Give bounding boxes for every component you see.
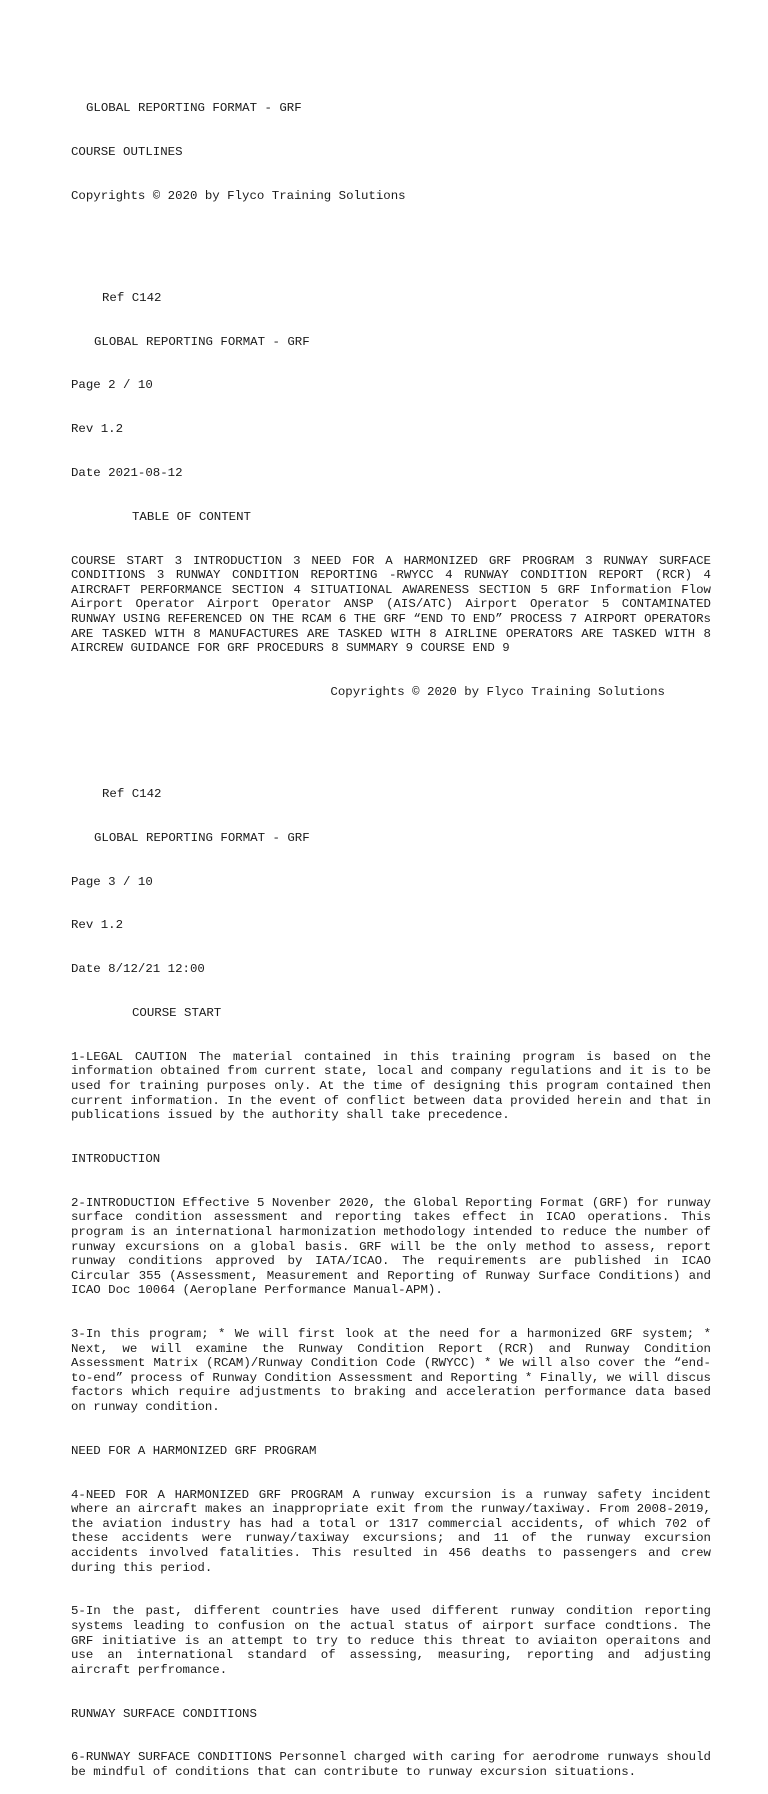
toc-text: COURSE START 3 INTRODUCTION 3 NEED FOR A HARMONIZED GRF PROGRAM 3 RUNWAY SURFACE CONDITIONS 3 RUNWAY CONDITION REPORTING -RWYCC 4 RUNWAY CONDITION REPORT (RCR) 4 AIRCRAFT PERFORMANCE SECTION 4 SITUATIONAL AWARENESS SECTION 5 GRF Information Flow Airport Operator Airport Operator ANSP (AIS/ATC) Airport Operator 5 CONTAMINATED RUNWAY USING REFERENCED ON THE RCAM 6 THE GRF “END TO END” PROCESS 7 AIRPORT OPERATORs ARE TASKED WITH 8 MANUFACTURES ARE TASKED WITH 8 AIRLINE OPERATORS ARE TASKED WITH 8 AIRCREW GUIDANCE FOR GRF PROCEDURS 8 SUMMARY 9 COURSE END 9	[71, 553, 719, 656]
page2-title: GLOBAL REPORTING FORMAT - GRF	[94, 334, 310, 349]
page2-rev: Rev 1.2	[71, 422, 124, 437]
introduction-heading: INTRODUCTION	[71, 1151, 161, 1166]
cover-copyright: Copyrights © 2020 by Flyco Training Solutions	[71, 188, 406, 203]
spacer	[71, 233, 711, 248]
past-systems-paragraph: 5-In the past, different countries have used different runway condition reporting systems leading to confusion on the actual status of airport surface condtions. The GRF initiative is an attempt to try to reduce this threat to aviaiton operaitons and use an international standard of assessing, measuring, reporting and adjusting aircraft perfromance.	[71, 1604, 719, 1677]
course-start-heading: COURSE START	[132, 1006, 222, 1020]
page3-ref: Ref C142	[102, 787, 162, 802]
cover-subtitle: COURSE OUTLINES	[71, 144, 183, 159]
runway-surface-paragraph: 6-RUNWAY SURFACE CONDITIONS Personnel charged with caring for aerodrome runways should be mindful of conditions that can contribute to runway excursion situations.	[71, 1750, 719, 1779]
page3-page-number: Page 3 / 10	[71, 874, 153, 889]
page3-rev: Rev 1.2	[71, 918, 124, 933]
need-harmonized-heading: NEED FOR A HARMONIZED GRF PROGRAM	[71, 1443, 317, 1458]
page3-title: GLOBAL REPORTING FORMAT - GRF	[94, 830, 310, 845]
page2-page-number: Page 2 / 10	[71, 378, 153, 393]
toc-heading: TABLE OF CONTENT	[132, 509, 251, 524]
need-harmonized-paragraph: 4-NEED FOR A HARMONIZED GRF PROGRAM A runway excursion is a runway safety incident where an aircraft makes an inappropriate exit from the runway/taxiway. From 2008-2019, the aviation industry has had a total or 1317 commercial accidents, of which 702 of these accidents were runway/taxiway excursions; and 11 of the runway excursion accidents involved fatalities. This resulted in 456 deaths to passengers and crew during this period.	[71, 1487, 719, 1575]
page2-date: Date 2021-08-12	[71, 466, 183, 481]
program-overview-paragraph: 3-In this program; * We will first look at the need for a harmonized GRF system; * Next, we will examine the Runway Condition Report (RCR) and Runway Condition Assessment Matrix (RCAM)/Runway Condition Code (RWYCC) * We will also cover the “end-to-end” process of Runway Condition Assessment and Reporting * Finally, we will discus factors which require adjustments to braking and acceleration performance data based on runway condition.	[71, 1327, 719, 1415]
page3-date: Date 8/12/21 12:00	[71, 962, 205, 977]
document-body	[71, 72, 719, 1794]
page2-copyright: Copyrights © 2020 by Flyco Training Solutions	[330, 684, 665, 699]
introduction-paragraph: 2-INTRODUCTION Effective 5 Novenber 2020, the Global Reporting Format (GRF) for runway surface condition assessment and reporting takes effect in ICAO operations. This program is an international harmonization methodology intended to reduce the number of runway excursions on a global basis. GRF will be the only method to assess, report runway conditions approved by IATA/ICAO. The requirements are published in ICAO Circular 355 (Assessment, Measurement and Reporting of Runway Surface Conditions) and ICAO Doc 10064 (Aeroplane Performance Manual-APM).	[71, 1195, 719, 1298]
spacer	[71, 729, 711, 744]
legal-caution-paragraph: 1-LEGAL CAUTION The material contained in this training program is based on the information obtained from current state, local and company regulations and it is to be used for training purposes only. At the time of designing this program contained then current information. In the event of conflict between data provided herein and that in publications issued by the authority shall take precedence.	[71, 1049, 719, 1123]
runway-surface-heading: RUNWAY SURFACE CONDITIONS	[71, 1706, 257, 1721]
cover-title: GLOBAL REPORTING FORMAT - GRF	[86, 101, 302, 116]
page2-ref: Ref C142	[102, 290, 162, 305]
